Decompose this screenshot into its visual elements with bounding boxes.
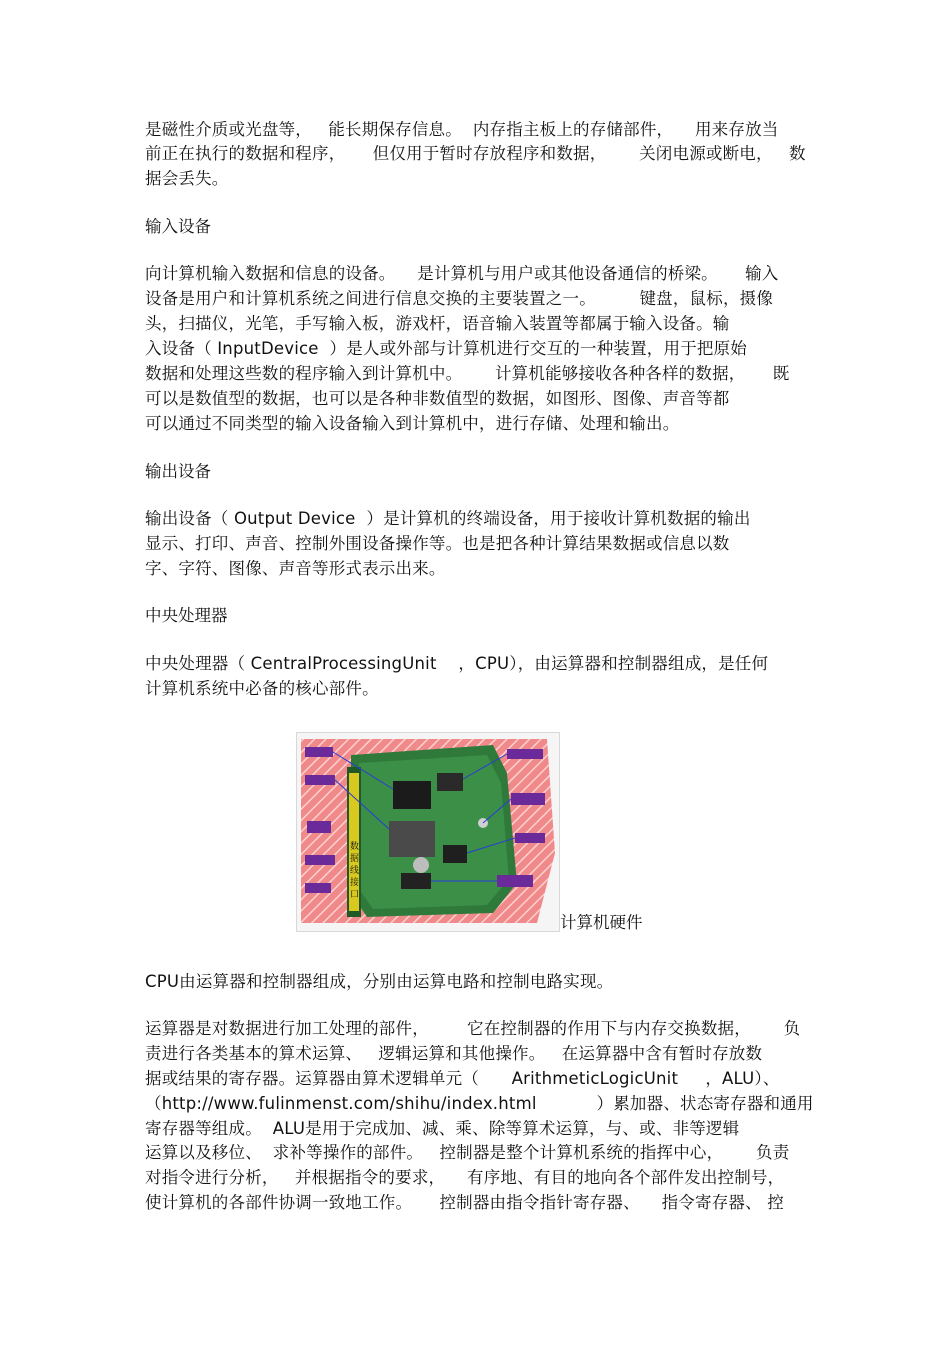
section-heading-cpu: 中央处理器	[145, 606, 228, 625]
paragraph-line: 字、字符、图像、声音等形式表示出来。	[145, 559, 446, 578]
image-caption: 计算机硬件	[560, 913, 643, 932]
connector-label: 据	[350, 854, 360, 864]
paragraph-line: 输出设备（ Output Device ）是计算机的终端设备，用于接收计算机数据的输出	[145, 509, 751, 528]
paragraph-line: 对指令进行分析， 并根据指令的要求， 有序地、有目的地向各个部件发出控制号，	[145, 1168, 785, 1187]
paragraph-line: （http://www.fulinmenst.com/shihu/index.html ）累加器、状态寄存器和通用	[145, 1094, 814, 1113]
paragraph-line: 据会丢失。	[145, 169, 229, 188]
paragraph-line: 是磁性介质或光盘等， 能长期保存信息。 内存指主板上的存储部件， 用来存放当	[145, 120, 779, 139]
connector-label: 接	[350, 878, 360, 888]
paragraph-line: 入设备（ InputDevice ）是人或外部与计算机进行交互的一种装置，用于把原始	[145, 339, 747, 358]
paragraph-line: 责进行各类基本的算术运算、 逻辑运算和其他操作。 在运算器中含有暂时存放数	[145, 1044, 763, 1063]
paragraph-line: 计算机系统中必备的核心部件。	[145, 679, 379, 698]
circuit-board-illustration	[297, 733, 559, 931]
paragraph-line: 可以通过不同类型的输入设备输入到计算机中，进行存储、处理和输出。	[145, 414, 680, 433]
paragraph-line: 前正在执行的数据和程序， 但仅用于暂时存放程序和数据， 关闭电源或断电， 数	[145, 144, 806, 163]
section-heading-output: 输出设备	[145, 462, 211, 481]
paragraph-line: 数据和处理这些数的程序输入到计算机中。 计算机能够接收各种各样的数据， 既	[145, 364, 790, 383]
paragraph-line: 运算器是对数据进行加工处理的部件， 它在控制器的作用下与内存交换数据， 负	[145, 1019, 801, 1038]
connector-label: 线	[350, 866, 360, 876]
paragraph-line: 中央处理器（ CentralProcessingUnit ，CPU），由运算器和控制器组成，是任何	[145, 654, 769, 673]
section-heading-input: 输入设备	[145, 217, 211, 236]
paragraph-line: CPU由运算器和控制器组成，分别由运算电路和控制电路实现。	[145, 972, 614, 991]
connector-label: 口	[350, 890, 360, 900]
hardware-board-image	[296, 732, 560, 932]
paragraph-line: 显示、打印、声音、控制外围设备操作等。也是把各种计算结果数据或信息以数	[145, 534, 730, 553]
paragraph-line: 据或结果的寄存器。运算器由算术逻辑单元（ ArithmeticLogicUnit ，ALU）、	[145, 1069, 780, 1088]
connector-label: 数	[350, 842, 360, 852]
paragraph-line: 可以是数值型的数据，也可以是各种非数值型的数据，如图形、图像、声音等都	[145, 389, 730, 408]
paragraph-line: 运算以及移位、 求补等操作的部件。 控制器是整个计算机系统的指挥中心， 负责	[145, 1143, 790, 1162]
paragraph-line: 向计算机输入数据和信息的设备。 是计算机与用户或其他设备通信的桥梁。 输入	[145, 264, 779, 283]
paragraph-line: 寄存器等组成。 ALU是用于完成加、减、乘、除等算术运算，与、或、非等逻辑	[145, 1119, 740, 1138]
paragraph-line: 头，扫描仪，光笔，手写输入板，游戏杆，语音输入装置等都属于输入设备。输	[145, 314, 730, 333]
paragraph-line: 使计算机的各部件协调一致地工作。 控制器由指令指针寄存器、 指令寄存器、 控	[145, 1193, 784, 1212]
paragraph-line: 设备是用户和计算机系统之间进行信息交换的主要装置之一。 键盘，鼠标，摄像	[145, 289, 774, 308]
